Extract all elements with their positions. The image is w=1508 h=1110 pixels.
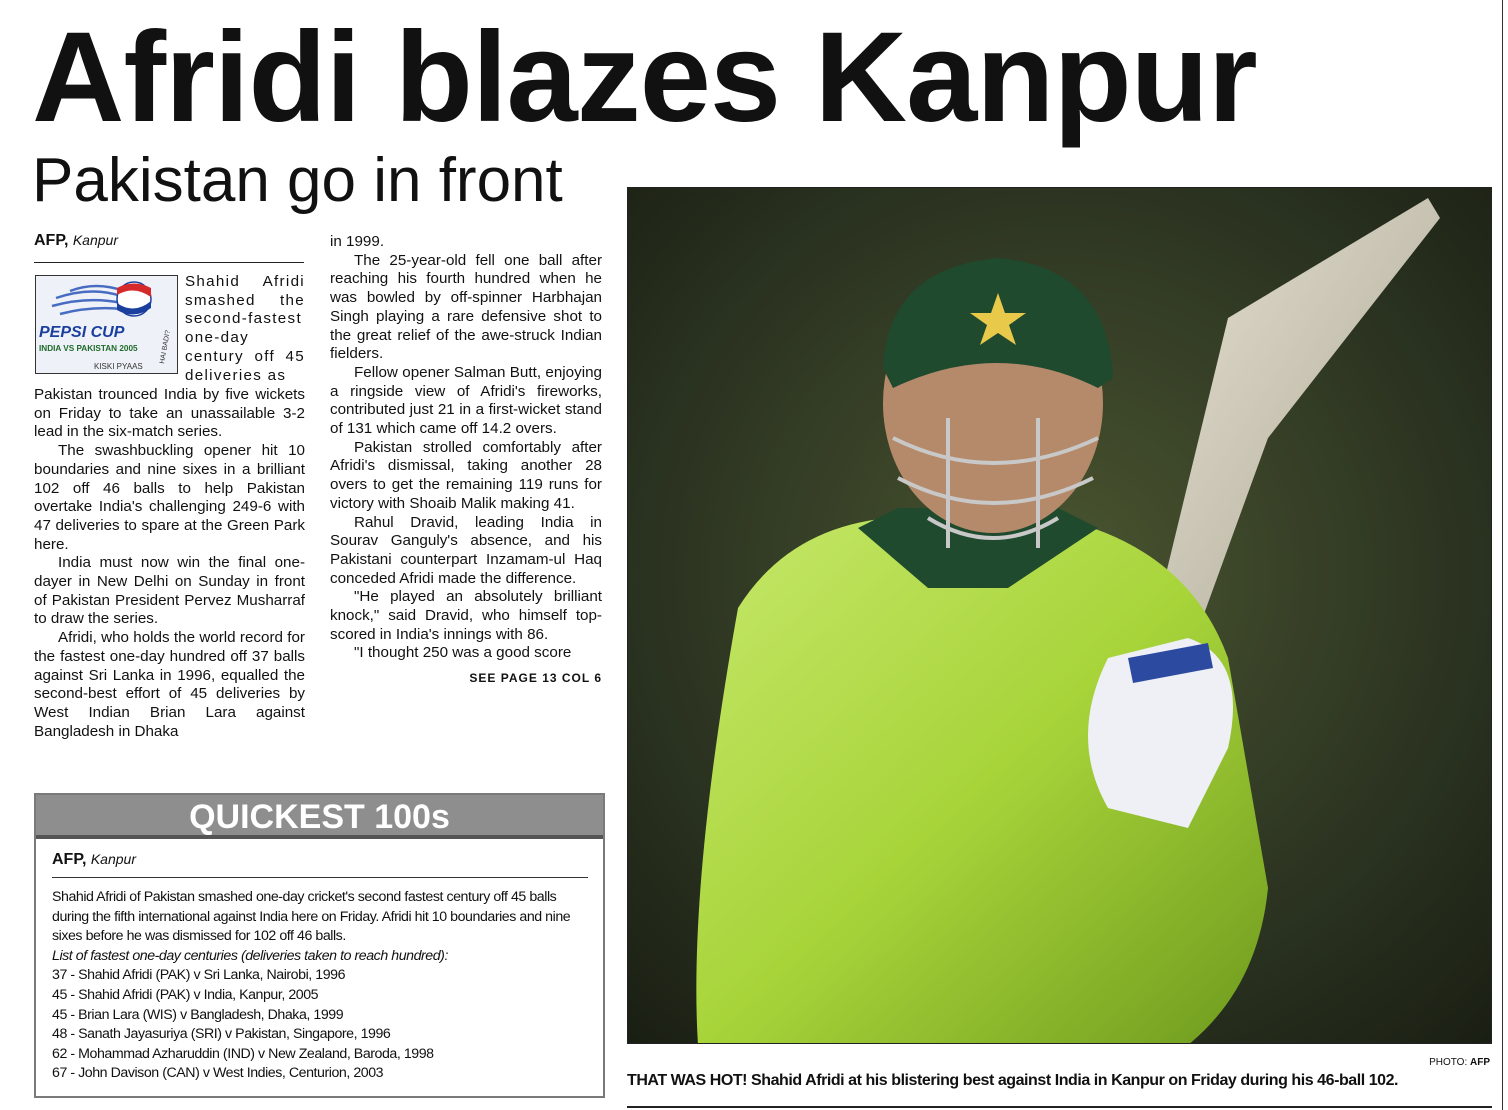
sidebar-byline — [52, 851, 136, 869]
logo-tagline-2: HAI BADI? — [159, 329, 172, 365]
pepsi-cup-logo — [35, 275, 178, 374]
continued-jump-link[interactable]: SEE PAGE 13 COL 6 — [469, 671, 602, 686]
list-item: 45 - Brian Lara (WIS) v Bangladesh, Dhaka, 1999 — [52, 1006, 344, 1023]
paragraph: "I thought 250 was a good score — [354, 644, 572, 662]
list-item: 48 - Sanath Jayasuriya (SRI) v Pakistan, Singapore, 1996 — [52, 1026, 391, 1043]
photo-credit-label: PHOTO: — [1429, 1057, 1468, 1068]
list-item: 67 - John Davison (CAN) v West Indies, Centurion, 2003 — [52, 1065, 384, 1082]
paragraph: Fellow opener Salman Butt, enjoying a ringside view of Afridi's fireworks, contributed just 21 in a first-wicket stand of 131 which came off 14.2 overs. — [330, 363, 602, 438]
photo-credit — [1429, 1057, 1490, 1068]
paragraph: Rahul Dravid, leading India in Sourav Ganguly's absence, and his Pakistani counterpart Inzamam-ul Haq conceded Afridi made the difference. — [330, 513, 602, 587]
fastest-centuries-list — [52, 966, 592, 1084]
logo-subtitle: INDIA VS PAKISTAN 2005 — [39, 344, 138, 353]
list-item: 45 - Shahid Afridi (PAK) v India, Kanpur, 2005 — [52, 986, 319, 1003]
sidebar-body — [52, 888, 592, 1084]
sidebar-list-title: List of fastest one-day centuries (deliveries taken to reach hundred): — [52, 947, 448, 964]
sidebar-rule — [52, 877, 588, 878]
article-lead — [185, 273, 305, 385]
list-item: 62 - Mohammad Azharuddin (IND) v New Zealand, Baroda, 1998 — [52, 1045, 434, 1062]
quickest-100s-sidebar — [34, 793, 605, 1098]
paragraph: Afridi, who holds the world record for the fastest one-day hundred off 37 balls against Sri Lanka in 1996, equalled the second-best effort of 45 deliveries by West Indian Brian Lara against Bangladesh in Dhaka — [34, 629, 305, 740]
paragraph: Pakistan trounced India by five wickets on Friday to take an unassailable 3-2 lead in the six-match series. — [34, 386, 305, 441]
article-column-1 — [34, 386, 305, 741]
lead-paragraph: Shahid Afridi smashed the second-fastest one-day century off 45 deliveries as — [185, 273, 305, 384]
paragraph: in 1999. — [330, 233, 385, 250]
page-edge-rule — [1502, 0, 1503, 1110]
afridi-batting-photo — [627, 187, 1492, 1044]
byline-agency: AFP, — [34, 232, 69, 249]
logo-title: PEPSI CUP — [39, 324, 125, 341]
photo-caption: THAT WAS HOT! Shahid Afridi at his blistering best against India in Kanpur on Friday during his 46-ball 102. — [627, 1072, 1399, 1089]
sidebar-byline-place: Kanpur — [90, 851, 136, 867]
list-item: 37 - Shahid Afridi (PAK) v Sri Lanka, Nairobi, 1996 — [52, 967, 346, 984]
logo-tagline: KISKI PYAAS — [94, 362, 143, 371]
sidebar-title: QUICKEST 100s — [36, 795, 603, 839]
byline — [34, 232, 118, 250]
sidebar-intro: Shahid Afridi of Pakistan smashed one-day cricket's second fastest century off 45 balls during the fifth international against India here on Friday. Afridi hit 10 boundaries and nine sixes before he was dismissed for 102 off 46 balls. — [52, 889, 571, 945]
photo-credit-source: AFP — [1470, 1057, 1490, 1068]
byline-place: Kanpur — [72, 232, 118, 248]
paragraph: Pakistan strolled comfortably after Afridi's dismissal, taking another 28 overs to get the remaining 119 runs for victory with Shoaib Malik making 41. — [330, 438, 602, 512]
paragraph: "He played an absolutely brilliant knock," said Dravid, who himself top-scored in India's innings with 86. — [330, 588, 602, 643]
subheadline: Pakistan go in front — [32, 146, 563, 215]
bottom-rule — [627, 1106, 1492, 1108]
paragraph: The swashbuckling opener hit 10 boundaries and nine sixes in a brilliant 102 off 46 balls to help Pakistan overtake India's challenging 249-6 with 47 deliveries to spare at the Green Park here. — [34, 442, 305, 553]
paragraph: India must now win the final one-dayer in New Delhi on Sunday in front of Pakistan President Pervez Musharraf to draw the series. — [34, 554, 305, 628]
paragraph: The 25-year-old fell one ball after reaching his fourth hundred when he was bowled by off-spinner Harbhajan Singh playing a rare defensive shot to the great relief of the awe-struck Indian fielders. — [330, 251, 602, 363]
sidebar-byline-agency: AFP, — [52, 851, 87, 868]
article-column-2 — [330, 233, 602, 688]
byline-rule — [34, 262, 304, 263]
pepsi-globe-icon — [117, 282, 151, 316]
headline: Afridi blazes Kanpur — [32, 6, 1257, 149]
